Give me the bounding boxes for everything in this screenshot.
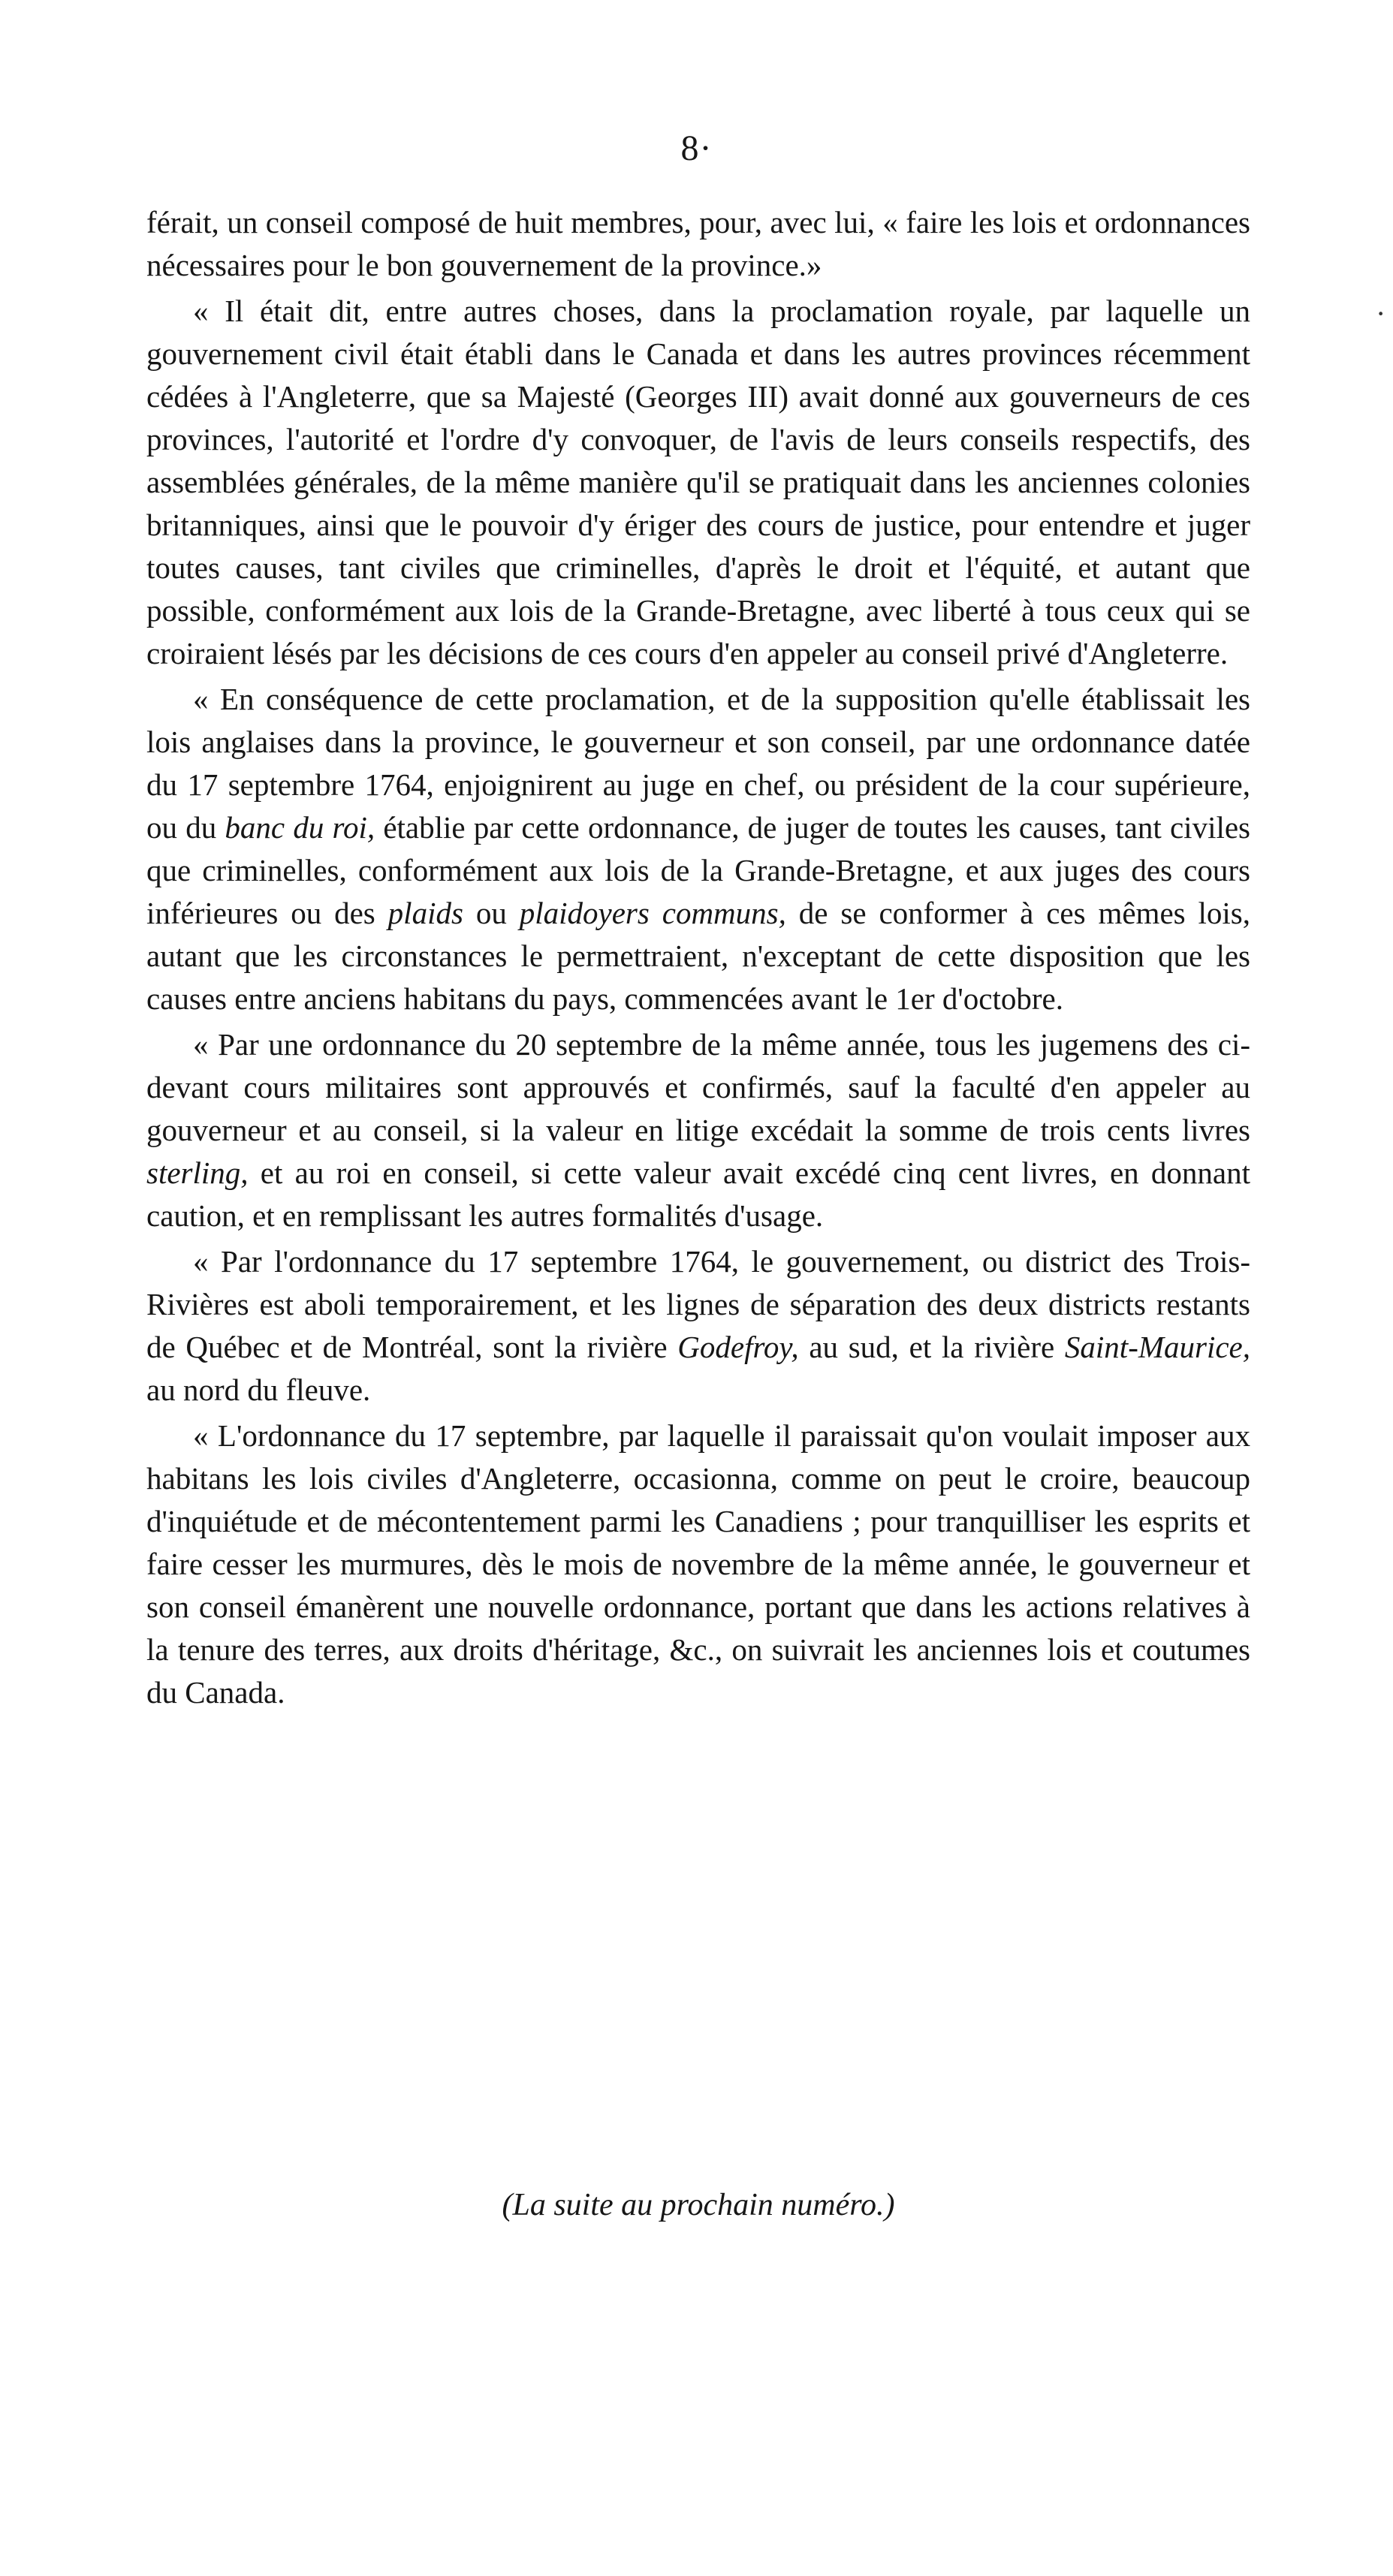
italic-text: Godefroy, — [677, 1330, 799, 1364]
paragraph-text: ou — [463, 896, 520, 930]
paragraph-text: et au roi en conseil, si cette valeur avait excédé cinq cent livres, en donnant caution, et en remplissant les autres formalités d'usage. — [146, 1155, 1250, 1233]
body-text — [146, 201, 1250, 1717]
paragraph-text: établie par cette ordonnance, de juger de toutes les causes, tant civiles que criminelles, conformément aux lois de la Grande-Bretagne, et aux juges des cours inférieures ou des — [146, 810, 1250, 930]
closing-note: (La suite au prochain numéro.) — [502, 2188, 895, 2222]
paragraph-text: au nord du fleuve. — [146, 1372, 371, 1407]
paragraph — [146, 678, 1250, 1020]
paragraph-text: au sud, et la rivière — [798, 1330, 1065, 1364]
paragraph — [146, 1023, 1250, 1237]
paragraph — [146, 290, 1250, 675]
paragraph-text: férait, un conseil composé de huit membres, pour, avec lui, « faire les lois et ordonnances nécessaires pour le bon gouvernement de la province.» — [146, 205, 1250, 282]
margin-mark: · — [1376, 297, 1386, 330]
italic-text: Saint-Maurice, — [1064, 1330, 1250, 1364]
paragraph-text: « En conséquence de cette proclamation, et de la supposition qu'elle établissait les lois anglaises dans la province, le gouverneur et son conseil, par une ordonnance datée du 17 septembre 1764, enjoignirent au juge en chef, ou président de la cour supérieure, ou du — [146, 682, 1250, 845]
paragraph-text: « Par une ordonnance du 20 septembre de la même année, tous les jugemens des ci-devant cours militaires sont approuvés et confirmés, sauf la faculté d'en appeler au gouverneur et au conseil, si la valeur en litige excédait la somme de trois cents livres — [146, 1027, 1250, 1147]
italic-text: sterling, — [146, 1155, 249, 1190]
paragraph — [146, 1415, 1250, 1714]
paragraph — [146, 201, 1250, 287]
paragraph-text: de se conformer à ces mêmes lois, autant que les circonstances le permettraient, n'exceptant de cette disposition que les causes entre anciens habitans du pays, commencées avant le 1er d'octobre. — [146, 896, 1250, 1016]
paragraph-text: « Il était dit, entre autres choses, dans la proclamation royale, par laquelle un gouvernement civil était établi dans le Canada et dans les autres provinces récemment cédées à l'Angleterre, que sa Majesté (Georges III) avait donné aux gouverneurs de ces provinces, l'autorité et l'ordre d'y convoquer, de l'avis de leurs conseils respectifs, des assemblées générales, de la même manière qu'il se pratiquait dans les anciennes colonies britanniques, ainsi que le pouvoir d'y ériger des cours de justice, pour entendre et juger toutes causes, tant civiles que criminelles, d'après le droit et l'équité, et autant que possible, conformément aux lois de la Grande-Bretagne, avec liberté à tous ceux qui se croiraient lésés par les décisions de ces cours d'en appeler au conseil privé d'Angleterre. — [146, 294, 1250, 670]
paragraph-text: « L'ordonnance du 17 septembre, par laquelle il paraissait qu'on voulait imposer aux habitans les lois civiles d'Angleterre, occasionna, comme on peut le croire, beaucoup d'inquiétude et de mécontentement parmi les Canadiens ; pour tranquilliser les esprits et faire cesser les murmures, dès le mois de novembre de la même année, le gouverneur et son conseil émanèrent une nouvelle ordonnance, portant que dans les actions relatives à la tenure des terres, aux droits d'héritage, &c., on suivrait les anciennes lois et coutumes du Canada. — [146, 1418, 1250, 1710]
paragraph — [146, 1240, 1250, 1412]
paragraph-text: « Par l'ordonnance du 17 septembre 1764, le gouvernement, ou district des Trois-Rivières est aboli temporairement, et les lignes de séparation des deux districts restants de Québec et de Montréal, sont la rivière — [146, 1244, 1250, 1364]
italic-text: plaidoyers communs, — [519, 896, 786, 930]
italic-text: plaids — [387, 896, 463, 930]
italic-text: banc du roi, — [225, 810, 375, 845]
page-number: 8· — [680, 128, 713, 168]
